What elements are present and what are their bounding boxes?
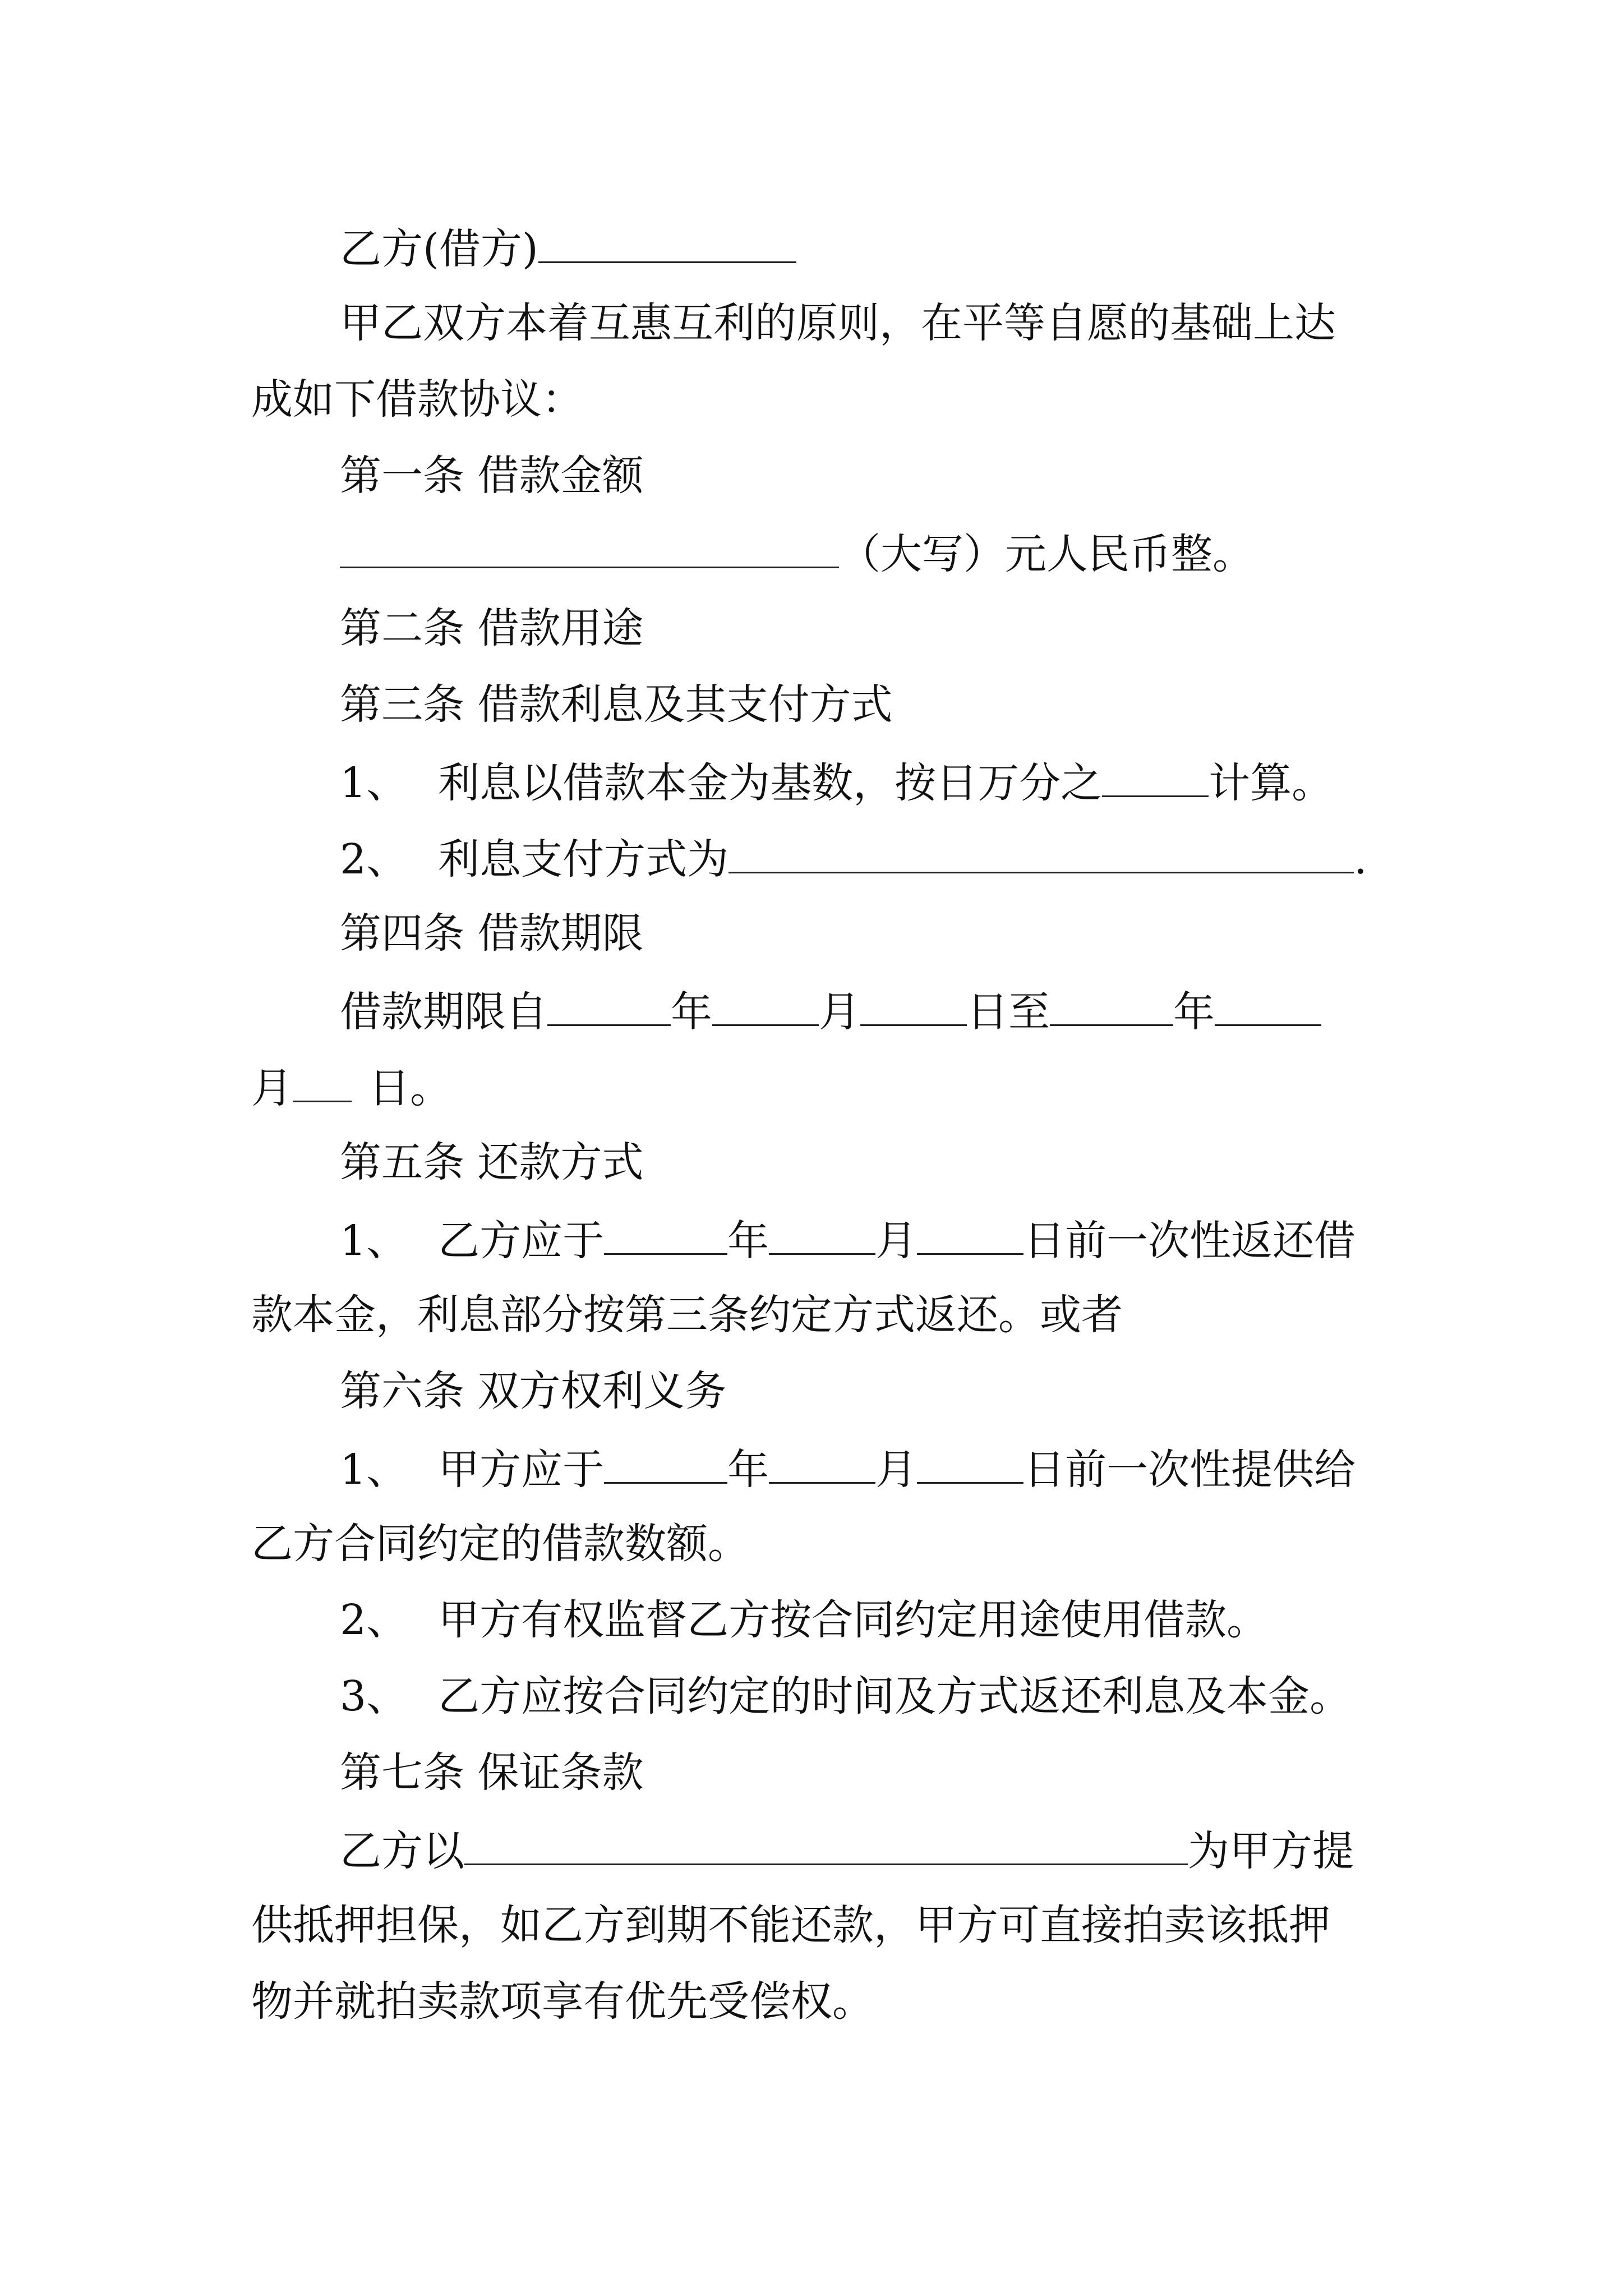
supervision-line	[251, 1586, 1382, 1663]
article-5-heading	[251, 1129, 1382, 1205]
article-3-title: 第三条 借款利息及其支付方式	[340, 680, 893, 729]
borrower-blank[interactable]	[538, 213, 796, 263]
preamble-line-2	[251, 366, 1382, 442]
article-7-title: 第七条 保证条款	[340, 1749, 644, 1797]
guarantee-suffix: 为甲方提	[1188, 1827, 1354, 1875]
loan-term-line-2	[251, 1052, 1382, 1129]
year-label: 年	[1173, 988, 1215, 1036]
lender-obligation-line-1	[251, 1434, 1382, 1510]
article-2-heading	[251, 595, 1382, 671]
item-number: 1、	[340, 759, 408, 807]
borrower-repay-line	[251, 1663, 1382, 1739]
repayment-line-2	[251, 1281, 1382, 1358]
end-year-blank[interactable]	[1050, 976, 1173, 1026]
day-label: 日。	[368, 1064, 451, 1112]
guarantee-label: 乙方以	[340, 1827, 464, 1875]
article-1-heading	[251, 442, 1382, 518]
article-4-title: 第四条 借款期限	[340, 909, 644, 958]
repay-label: 乙方应于	[438, 1217, 605, 1265]
lend-year-blank[interactable]	[604, 1434, 727, 1484]
guarantee-line-2	[251, 1892, 1382, 1968]
interest-rate-blank[interactable]	[1102, 747, 1209, 797]
start-year-blank[interactable]	[547, 976, 671, 1026]
repay-year-blank[interactable]	[604, 1205, 727, 1255]
interest-payment-blank[interactable]	[728, 823, 1354, 873]
item-number: 2、	[340, 1596, 408, 1644]
day-to-label: 日至	[967, 988, 1050, 1036]
lend-month-blank[interactable]	[769, 1434, 875, 1484]
item-number: 2、	[340, 835, 408, 884]
supervision-text: 甲方有权监督乙方按合同约定用途使用借款。	[438, 1596, 1269, 1644]
guarantee-text-2: 供抵押担保，如乙方到期不能还款，甲方可直接拍卖该抵押	[251, 1901, 1330, 1949]
loan-amount-line	[251, 518, 1382, 595]
start-month-blank[interactable]	[712, 976, 819, 1026]
lend-suffix: 日前一次性提供给	[1023, 1446, 1356, 1494]
interest-rate-line	[251, 747, 1382, 823]
collateral-blank[interactable]	[464, 1815, 1188, 1865]
guarantee-line-3	[251, 1968, 1382, 2044]
interest-rate-text: 利息以借款本金为基数，按日万分之	[438, 759, 1103, 807]
guarantee-line-1	[251, 1815, 1382, 1892]
borrower-line	[251, 213, 1382, 289]
repay-suffix: 日前一次性返还借	[1023, 1217, 1356, 1265]
item-number: 1、	[340, 1446, 408, 1494]
year-label: 年	[727, 1217, 769, 1265]
article-6-title: 第六条 双方权利义务	[340, 1367, 727, 1415]
loan-amount-blank[interactable]	[340, 518, 839, 568]
item-number: 3、	[340, 1672, 408, 1720]
month-label: 月	[819, 988, 860, 1036]
term-start-label: 借款期限自	[340, 988, 547, 1036]
repay-day-blank[interactable]	[917, 1205, 1023, 1255]
lender-label: 甲方应于	[438, 1446, 605, 1494]
article-4-heading	[251, 900, 1382, 976]
start-day-blank[interactable]	[860, 976, 967, 1026]
lender-obligation-text-2: 乙方合同约定的借款数额。	[251, 1520, 749, 1568]
repay-month-blank[interactable]	[769, 1205, 875, 1255]
lend-day-blank[interactable]	[917, 1434, 1023, 1484]
interest-payment-text: 利息支付方式为	[438, 835, 729, 884]
guarantee-text-3: 物并就拍卖款项享有优先受偿权。	[251, 1977, 874, 2026]
lender-obligation-line-2	[251, 1510, 1382, 1586]
borrower-repay-text: 乙方应按合同约定的时间及方式返还利息及本金。	[438, 1672, 1352, 1720]
interest-payment-suffix: .	[1354, 835, 1367, 884]
borrower-label: 乙方(借方)	[340, 225, 538, 273]
preamble-text-1: 甲乙双方本着互惠互利的原则，在平等自愿的基础上达	[340, 299, 1336, 347]
interest-rate-suffix: 计算。	[1209, 759, 1334, 807]
preamble-line-1	[251, 289, 1382, 366]
preamble-text-2: 成如下借款协议：	[251, 375, 583, 424]
article-3-heading	[251, 671, 1382, 747]
article-6-heading	[251, 1358, 1382, 1434]
end-month-blank[interactable]	[1215, 976, 1321, 1026]
month-label: 月	[875, 1217, 917, 1265]
article-1-title: 第一条 借款金额	[340, 452, 644, 500]
item-number: 1、	[340, 1217, 408, 1265]
loan-term-line-1	[251, 976, 1382, 1052]
repayment-text-2: 款本金，利息部分按第三条约定方式返还。或者	[251, 1291, 1123, 1339]
end-day-blank[interactable]	[293, 1052, 352, 1102]
month-label: 月	[875, 1446, 917, 1494]
year-label: 年	[671, 988, 712, 1036]
loan-amount-suffix: （大写）元人民币整。	[839, 530, 1254, 578]
article-7-heading	[251, 1739, 1382, 1815]
article-2-title: 第二条 借款用途	[340, 604, 644, 652]
year-label: 年	[727, 1446, 769, 1494]
article-5-title: 第五条 还款方式	[340, 1138, 644, 1186]
month-label: 月	[251, 1064, 293, 1112]
interest-payment-line	[251, 823, 1382, 900]
repayment-line-1	[251, 1205, 1382, 1281]
